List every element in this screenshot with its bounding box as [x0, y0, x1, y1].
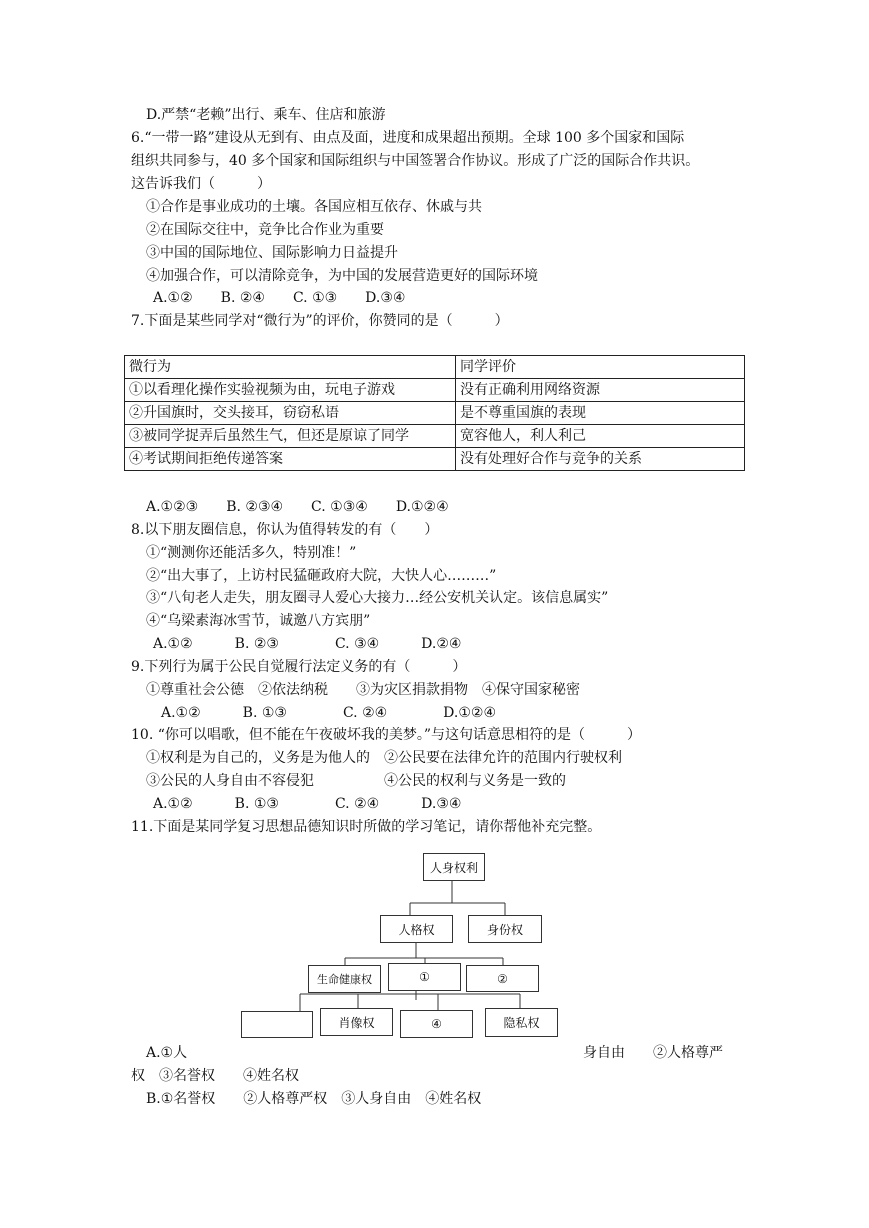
q8-statement-1: ①“测测你还能活多久，特别准！”: [146, 545, 357, 561]
q5-option-d: D.严禁“老赖”出行、乘车、住店和旅游: [146, 107, 386, 123]
q11-option-a-left: A.①人: [146, 1045, 188, 1061]
q7-options: A.①②③ B. ②③④ C. ①③④ D.①②④: [146, 499, 449, 515]
table-cell: 宽容他人，利人利己: [456, 425, 745, 448]
table-header-cell: 微行为: [125, 356, 456, 379]
q6-statement-4: ④加强合作，可以清除竞争，为中国的发展营造更好的国际环境: [146, 268, 538, 284]
table-cell: 没有正确利用网络资源: [456, 379, 745, 402]
q10-statements-1: ①权利是为自己的，义务是为他人的 ②公民要在法律允许的范围内行驶权利: [146, 750, 622, 766]
diagram-blank-4-box: ④: [400, 1010, 473, 1038]
diagram-portrait-right-box: 肖像权: [320, 1008, 393, 1036]
diagram-root-box: 人身权利: [423, 853, 485, 881]
q10-stem: 10. “你可以唱歌，但不能在午夜破坏我的美梦。”与这句话意思相符的是（ ）: [131, 727, 642, 743]
q11-stem: 11.下面是某同学复习思想品德知识时所做的学习笔记，请你帮他补充完整。: [131, 819, 602, 835]
q11-option-a-right: 身自由 ②人格尊严: [583, 1045, 723, 1061]
table-cell: 没有处理好合作与竞争的关系: [456, 448, 745, 471]
diagram-blank-3-box: [241, 1011, 313, 1038]
diagram-status-right-box: 身份权: [468, 915, 542, 943]
q8-statement-3: ③“八旬老人走失，朋友圈寻人爱心大接力…经公安机关认定。该信息属实”: [146, 590, 609, 606]
diagram-blank-1-box: ①: [388, 963, 461, 991]
q6-stem-line-3: 这告诉我们（ ）: [131, 176, 271, 192]
q9-stem: 9.下列行为属于公民自觉履行法定义务的有（ ）: [131, 659, 467, 675]
q9-items: ①尊重社会公德 ②依法纳税 ③为灾区捐款捐物 ④保守国家秘密: [146, 682, 580, 698]
q10-statements-2: ③公民的人身自由不容侵犯 ④公民的权利与义务是一致的: [146, 773, 566, 789]
q10-options: A.①② B. ①③ C. ②④ D.③④: [153, 796, 462, 812]
q6-statement-1: ①合作是事业成功的土壤。各国应相互依存、休戚与共: [146, 199, 482, 215]
table-cell: ①以看理化操作实验视频为由，玩电子游戏: [125, 379, 456, 402]
q6-stem-line-2: 组织共同参与，40 多个国家和国际组织与中国签署合作协议。形成了广泛的国际合作共识。: [131, 153, 700, 169]
table-header-cell: 同学评价: [456, 356, 745, 379]
diagram-personality-right-box: 人格权: [380, 915, 453, 943]
q6-statement-2: ②在国际交往中，竞争比合作业为重要: [146, 222, 384, 238]
q6-stem-line-1: 6.“一带一路”建设从无到有、由点及面，进度和成果超出预期。全球 100 多个国家和国际: [131, 130, 685, 146]
diagram-life-health-right-box: 生命健康权: [308, 965, 381, 993]
diagram-blank-2-box: ②: [466, 965, 539, 992]
table-cell: ③被同学捉弄后虽然生气，但还是原谅了同学: [125, 425, 456, 448]
table-cell: ④考试期间拒绝传递答案: [125, 448, 456, 471]
q8-statement-2: ②“出大事了，上访村民猛砸政府大院，大快人心………”: [146, 568, 497, 584]
table-cell: ②升国旗时，交头接耳，窃窃私语: [125, 402, 456, 425]
q8-statement-4: ④“乌梁素海冰雪节，诚邀八方宾朋”: [146, 613, 371, 629]
diagram-privacy-right-box: 隐私权: [485, 1008, 558, 1037]
q7-stem: 7.下面是某些同学对“微行为”的评价，你赞同的是（ ）: [131, 313, 509, 329]
q11-option-a-continued: 权 ③名誉权 ④姓名权: [131, 1068, 299, 1084]
q11-option-b: B.①名誉权 ②人格尊严权 ③人身自由 ④姓名权: [146, 1091, 482, 1107]
q8-stem: 8.以下朋友圈信息，你认为值得转发的有（ ）: [131, 522, 439, 538]
q6-options: A.①② B. ②④ C. ①③ D.③④: [153, 290, 406, 306]
q8-options: A.①② B. ②③ C. ③④ D.②④: [153, 636, 462, 652]
table-cell: 是不尊重国旗的表现: [456, 402, 745, 425]
q6-statement-3: ③中国的国际地位、国际影响力日益提升: [146, 245, 398, 261]
q9-options: A.①② B. ①③ C. ②④ D.①②④: [161, 705, 496, 721]
